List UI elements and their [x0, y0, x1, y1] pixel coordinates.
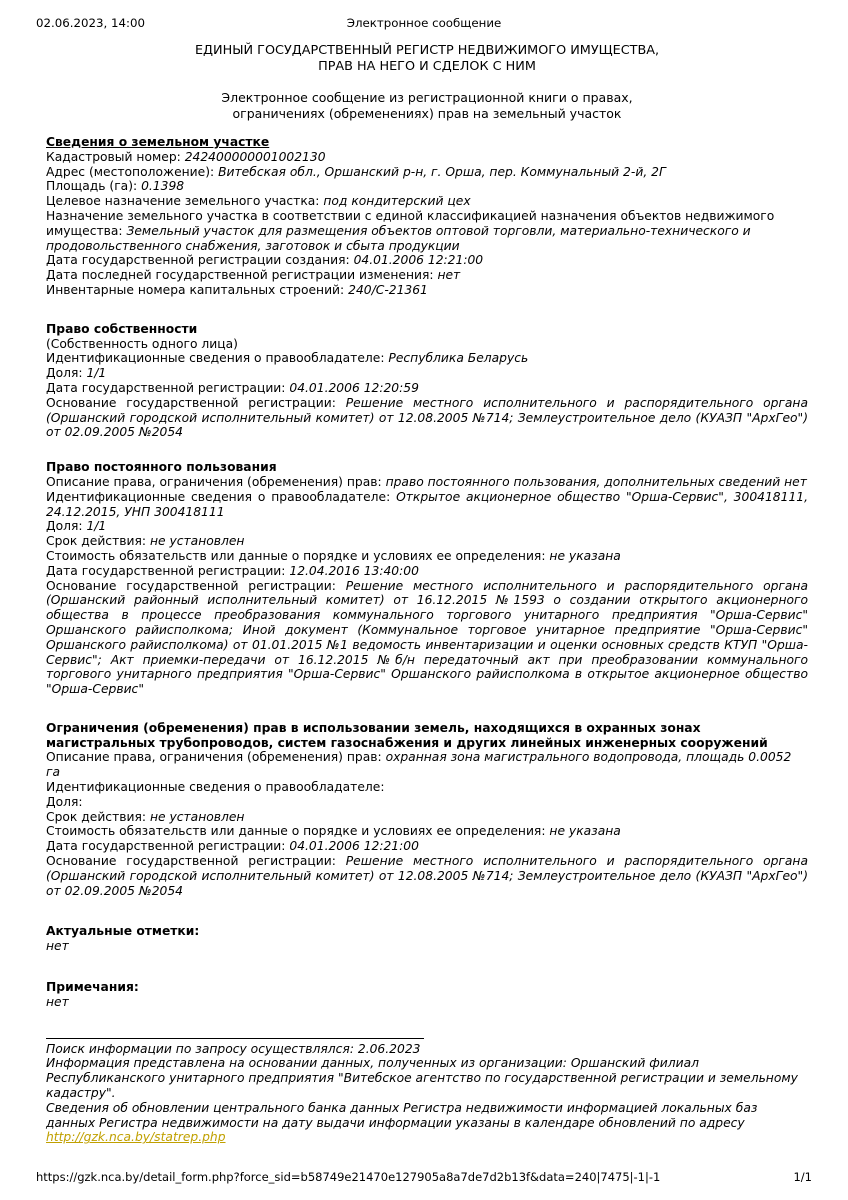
- field-label: Стоимость обязательств или данные о порядке и условиях ее определения:: [46, 824, 546, 839]
- field-label: Идентификационные сведения о правообладателе:: [46, 351, 385, 366]
- field-label: Инвентарные номера капитальных строений:: [46, 282, 345, 297]
- field-value: 04.01.2006 12:20:59: [289, 380, 419, 395]
- field-share: [46, 366, 808, 381]
- info-update-note: Сведения об обновлении центрального банка данных Регистра недвижимости информацией локальных баз данных Регистра недвижимости на дату выдачи информации указаны в календаре обновлений по адресу: [46, 1100, 758, 1130]
- field-value: 04.01.2006 12:21:00: [353, 253, 484, 268]
- section-notes-heading: Примечания:: [46, 980, 139, 995]
- section-permanent-use: [46, 460, 808, 697]
- field-cadastral-number: [46, 150, 808, 165]
- document-subtitle-line2: ограничениях (обременениях) прав на земельный участок: [232, 105, 622, 121]
- section-restrictions: [46, 721, 808, 899]
- field-label: Стоимость обязательств или данные о порядке и условиях ее определения:: [46, 548, 546, 563]
- signature-divider-line: [46, 1038, 424, 1039]
- document-subtitle: [46, 90, 808, 121]
- field-purpose: [46, 194, 808, 209]
- field-inventory-numbers: [46, 283, 808, 298]
- field-value: Решение местного исполнительного и распорядительного органа (Оршанский районный исполнительный комитет) от 16.12.2015 №1593 о создании открытого акционерного общества в процессе преобразования коммунального торгового унитарного предприятия "Орша-Сервис" Оршанского райисполкома; Иной документ (Коммунальное торговое унитарное предприятие "Орша-Сервис" Оршанского райисполкома) от 01.01.2015 №1 ведомость инвентаризации и оценки основных средств КТУП "Орша-Сервис"; Акт приемки-передачи от 16.12.2015 №б/н передаточный акт при преобразовании коммунального торгового унитарного предприятия "Орша-Сервис" Оршанского райисполкома в открытое акционерное общество "Орша-Сервис": [46, 578, 809, 697]
- print-header-title: Электронное сообщение: [346, 16, 502, 30]
- field-label: Дата государственной регистрации:: [46, 563, 286, 578]
- field-registration-date: [46, 564, 808, 579]
- field-value: 04.01.2006 12:21:00: [289, 839, 419, 854]
- section-permanent-use-heading: Право постоянного пользования: [46, 460, 277, 475]
- section-actual-marks: [46, 924, 808, 954]
- field-obligation-cost: [46, 824, 808, 839]
- field-label: Срок действия:: [46, 809, 147, 824]
- document-title: [46, 40, 808, 75]
- field-label: Срок действия:: [46, 534, 147, 549]
- field-label: Идентификационные сведения о правообладателе:: [46, 780, 385, 795]
- field-registration-created: [46, 253, 808, 268]
- field-value: не указана: [549, 548, 621, 563]
- section-restrictions-heading: Ограничения (обременения) прав в использовании земель, находящихся в охранных зонах магистральных трубопроводов, систем газоснабжения и других линейных инженерных сооружений: [46, 720, 768, 750]
- document-title-line2: ПРАВ НА НЕГО И СДЕЛОК С НИМ: [318, 59, 536, 74]
- field-value: нет: [437, 268, 461, 283]
- field-right-description: [46, 475, 808, 490]
- info-search-date: Поиск информации по запросу осуществлялся: 2.06.2023: [46, 1041, 421, 1056]
- field-registration-basis: [46, 396, 808, 440]
- field-share: [46, 519, 808, 534]
- field-value: 1/1: [86, 519, 107, 534]
- field-registration-date: [46, 839, 808, 854]
- field-value: Открытое акционерное общество "Орша-Сервис", 300418111, 24.12.2015, УНП 300418111: [46, 489, 808, 519]
- field-registration-basis: [46, 579, 808, 697]
- field-area: [46, 179, 808, 194]
- field-value: 240/С-21361: [348, 282, 428, 297]
- field-label: Идентификационные сведения о правообладателе:: [46, 489, 391, 504]
- field-label: Основание государственной регистрации:: [46, 578, 336, 593]
- field-value: Решение местного исполнительного и распорядительного органа (Оршанский городской исполнительный комитет) от 12.08.2005 №714; Землеустроительное дело (КУАЗП "АрхГео") от 02.09.2005 №2054: [46, 854, 809, 898]
- field-value: не установлен: [149, 534, 245, 549]
- field-rightholder: [46, 490, 808, 520]
- field-right-description: [46, 750, 808, 780]
- field-obligation-cost: [46, 549, 808, 564]
- section-actual-marks-heading: Актуальные отметки:: [46, 924, 200, 939]
- section-ownership: [46, 322, 808, 440]
- field-value: Витебская обл., Оршанский р-н, г. Орша, пер. Коммунальный 2-й, 2Г: [218, 164, 666, 179]
- field-label: Кадастровый номер:: [46, 149, 181, 164]
- section-land-heading: Сведения о земельном участке: [46, 135, 270, 149]
- document-title-line1: ЕДИНЫЙ ГОСУДАРСТВЕННЫЙ РЕГИСТР НЕДВИЖИМОГО ИМУЩЕСТВА,: [194, 43, 660, 58]
- print-datetime: 02.06.2023, 14:00: [36, 16, 146, 30]
- field-label: Дата последней государственной регистрации изменения:: [46, 268, 434, 283]
- statrep-link[interactable]: http://gzk.nca.by/statrep.php: [46, 1130, 226, 1145]
- section-notes: [46, 980, 808, 1010]
- field-address: [46, 165, 808, 180]
- notes-value: нет: [46, 994, 69, 1009]
- field-label: Основание государственной регистрации:: [46, 854, 336, 869]
- print-header: [36, 16, 812, 30]
- field-validity-term: [46, 810, 808, 825]
- field-rightholder: [46, 780, 808, 795]
- field-value: не указана: [549, 824, 621, 839]
- field-validity-term: [46, 534, 808, 549]
- print-footer-url: https://gzk.nca.by/detail_form.php?force_sid=b58749e21470e127905a8a7de7d2b13f&data=240|7475|-1|-1: [36, 1170, 661, 1184]
- field-label: Доля:: [46, 794, 83, 809]
- field-classification: [46, 209, 808, 253]
- field-value: 12.04.2016 13:40:00: [289, 563, 419, 578]
- field-value: Республика Беларусь: [388, 351, 529, 366]
- actual-marks-value: нет: [46, 939, 69, 954]
- field-value: 1/1: [86, 366, 107, 381]
- field-value: право постоянного пользования, дополнительных сведений нет: [385, 474, 807, 489]
- field-label: Доля:: [46, 366, 83, 381]
- field-share: [46, 795, 808, 810]
- field-label: Площадь (га):: [46, 179, 138, 194]
- field-value: 242400000001002130: [184, 149, 326, 164]
- field-rightholder: [46, 351, 808, 366]
- section-ownership-heading: Право собственности: [46, 321, 198, 336]
- field-label: Основание государственной регистрации:: [46, 395, 336, 410]
- field-value: Земельный участок для размещения объектов оптовой торговли, материально-технического и продовольственного снабжения, заготовок и сбыта продукции: [46, 223, 751, 253]
- field-label: Описание права, ограничения (обременения) прав:: [46, 750, 382, 765]
- field-value: 0.1398: [141, 179, 185, 194]
- field-label: Дата государственной регистрации:: [46, 380, 286, 395]
- field-label: Описание права, ограничения (обременения) прав:: [46, 474, 382, 489]
- field-value: не установлен: [149, 809, 245, 824]
- field-registration-basis: [46, 854, 808, 898]
- print-footer-page-number: 1/1: [793, 1170, 812, 1184]
- info-source-organization: Информация представлена на основании данных, полученных из организации: Оршанский филиал Республиканского унитарного предприятия "Витебское агентство по государственной регистрации и земельному кадастру".: [46, 1056, 798, 1101]
- field-label: Дата государственной регистрации создания:: [46, 253, 350, 268]
- ownership-subheading: (Собственность одного лица): [46, 336, 238, 351]
- field-value: охранная зона магистрального водопровода, площадь 0.0052 га: [46, 750, 792, 780]
- field-label: Адрес (местоположение):: [46, 164, 215, 179]
- field-label: Назначение земельного участка в соответствии с единой классификацией назначения объектов недвижимого имущества:: [46, 208, 775, 238]
- section-info-footer: [46, 1038, 808, 1146]
- field-value: Решение местного исполнительного и распорядительного органа (Оршанский городской исполнительный комитет) от 12.08.2005 №714; Землеустроительное дело (КУАЗП "АрхГео") от 02.09.2005 №2054: [46, 395, 809, 440]
- field-last-change: [46, 268, 808, 283]
- document-subtitle-line1: Электронное сообщение из регистрационной книги о правах,: [221, 90, 633, 105]
- field-label: Доля:: [46, 519, 83, 534]
- field-registration-date: [46, 381, 808, 396]
- document-content: [46, 40, 808, 1145]
- field-label: Дата государственной регистрации:: [46, 839, 286, 854]
- field-value: под кондитерский цех: [323, 194, 471, 209]
- section-land-info: [46, 135, 808, 298]
- field-label: Целевое назначение земельного участка:: [46, 194, 320, 209]
